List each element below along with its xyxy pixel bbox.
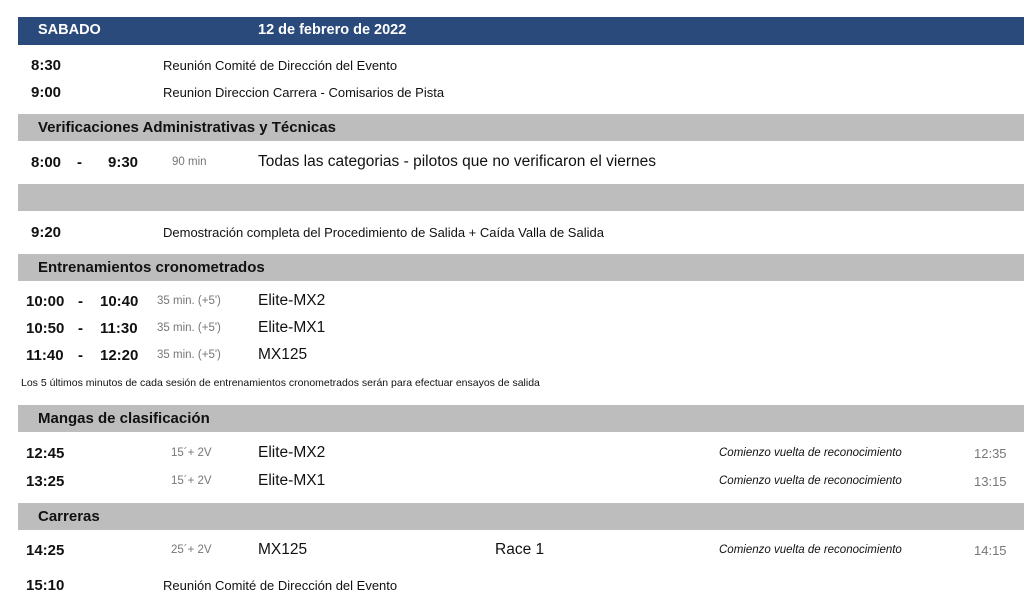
entr-duration-2: 35 min. (+5') (157, 322, 221, 334)
section-bar-carreras (18, 503, 1024, 530)
manga-recon-time-1: 12:35 (974, 446, 1007, 461)
entr-start-1: 10:00 (26, 293, 65, 310)
intro-time-1: 8:30 (31, 57, 62, 74)
section-title-carreras: Carreras (38, 508, 100, 525)
manga-class-2: Elite-MX1 (258, 472, 326, 489)
section-title-mangas: Mangas de clasificación (38, 410, 210, 427)
manga-recon-1: Comienzo vuelta de reconocimiento (719, 447, 902, 459)
entr-end-3: 12:20 (100, 347, 139, 364)
separator-bar (18, 184, 1024, 211)
carrera-duration-1: 25´+ 2V (171, 544, 212, 556)
section-title-verificaciones: Verificaciones Administrativas y Técnicas (38, 119, 336, 136)
day-label: SABADO (38, 22, 101, 38)
carrera-class-1: MX125 (258, 541, 308, 558)
manga-recon-2: Comienzo vuelta de reconocimiento (719, 475, 902, 487)
entrenamientos-note: Los 5 últimos minutos de cada sesión de entrenamientos cronometrados serán para efectuar ensayos de salida (21, 377, 540, 389)
closing-time: 15:10 (26, 577, 65, 594)
entr-dash-1: - (78, 293, 83, 310)
carrera-recon-1: Comienzo vuelta de reconocimiento (719, 544, 902, 556)
entr-duration-1: 35 min. (+5') (157, 295, 221, 307)
entr-dash-3: - (78, 347, 83, 364)
entr-class-2: Elite-MX1 (258, 319, 326, 336)
manga-time-1: 12:45 (26, 445, 65, 462)
day-header-bar (18, 17, 1024, 45)
verif-text: Todas las categorias - pilotos que no verificaron el viernes (258, 153, 657, 170)
date-label: 12 de febrero de 2022 (258, 22, 407, 38)
entr-start-3: 11:40 (26, 347, 64, 364)
entr-end-1: 10:40 (100, 293, 139, 310)
manga-duration-2: 15´+ 2V (171, 475, 212, 487)
verif-end: 9:30 (108, 154, 139, 171)
demo-time: 9:20 (31, 224, 62, 241)
verif-duration: 90 min (172, 156, 207, 168)
demo-text: Demostración completa del Procedimiento de Salida + Caída Valla de Salida (163, 225, 604, 240)
section-title-entrenamientos: Entrenamientos cronometrados (38, 259, 265, 276)
entr-start-2: 10:50 (26, 320, 65, 337)
intro-text-2: Reunion Direccion Carrera - Comisarios de Pista (163, 85, 445, 100)
intro-text-1: Reunión Comité de Dirección del Evento (163, 58, 398, 73)
intro-time-2: 9:00 (31, 84, 62, 101)
entr-class-3: MX125 (258, 346, 308, 363)
carrera-recon-time-1: 14:15 (974, 543, 1007, 558)
entr-dash-2: - (78, 320, 83, 337)
manga-class-1: Elite-MX2 (258, 444, 326, 461)
entr-duration-3: 35 min. (+5') (157, 349, 221, 361)
closing-text: Reunión Comité de Dirección del Evento (163, 578, 398, 593)
verif-dash: - (77, 154, 82, 171)
carrera-time-1: 14:25 (26, 542, 65, 559)
carrera-race-1: Race 1 (495, 541, 545, 558)
manga-recon-time-2: 13:15 (974, 474, 1007, 489)
manga-duration-1: 15´+ 2V (171, 447, 212, 459)
verif-start: 8:00 (31, 154, 62, 171)
manga-time-2: 13:25 (26, 473, 65, 490)
entr-end-2: 11:30 (100, 320, 138, 337)
entr-class-1: Elite-MX2 (258, 292, 326, 309)
